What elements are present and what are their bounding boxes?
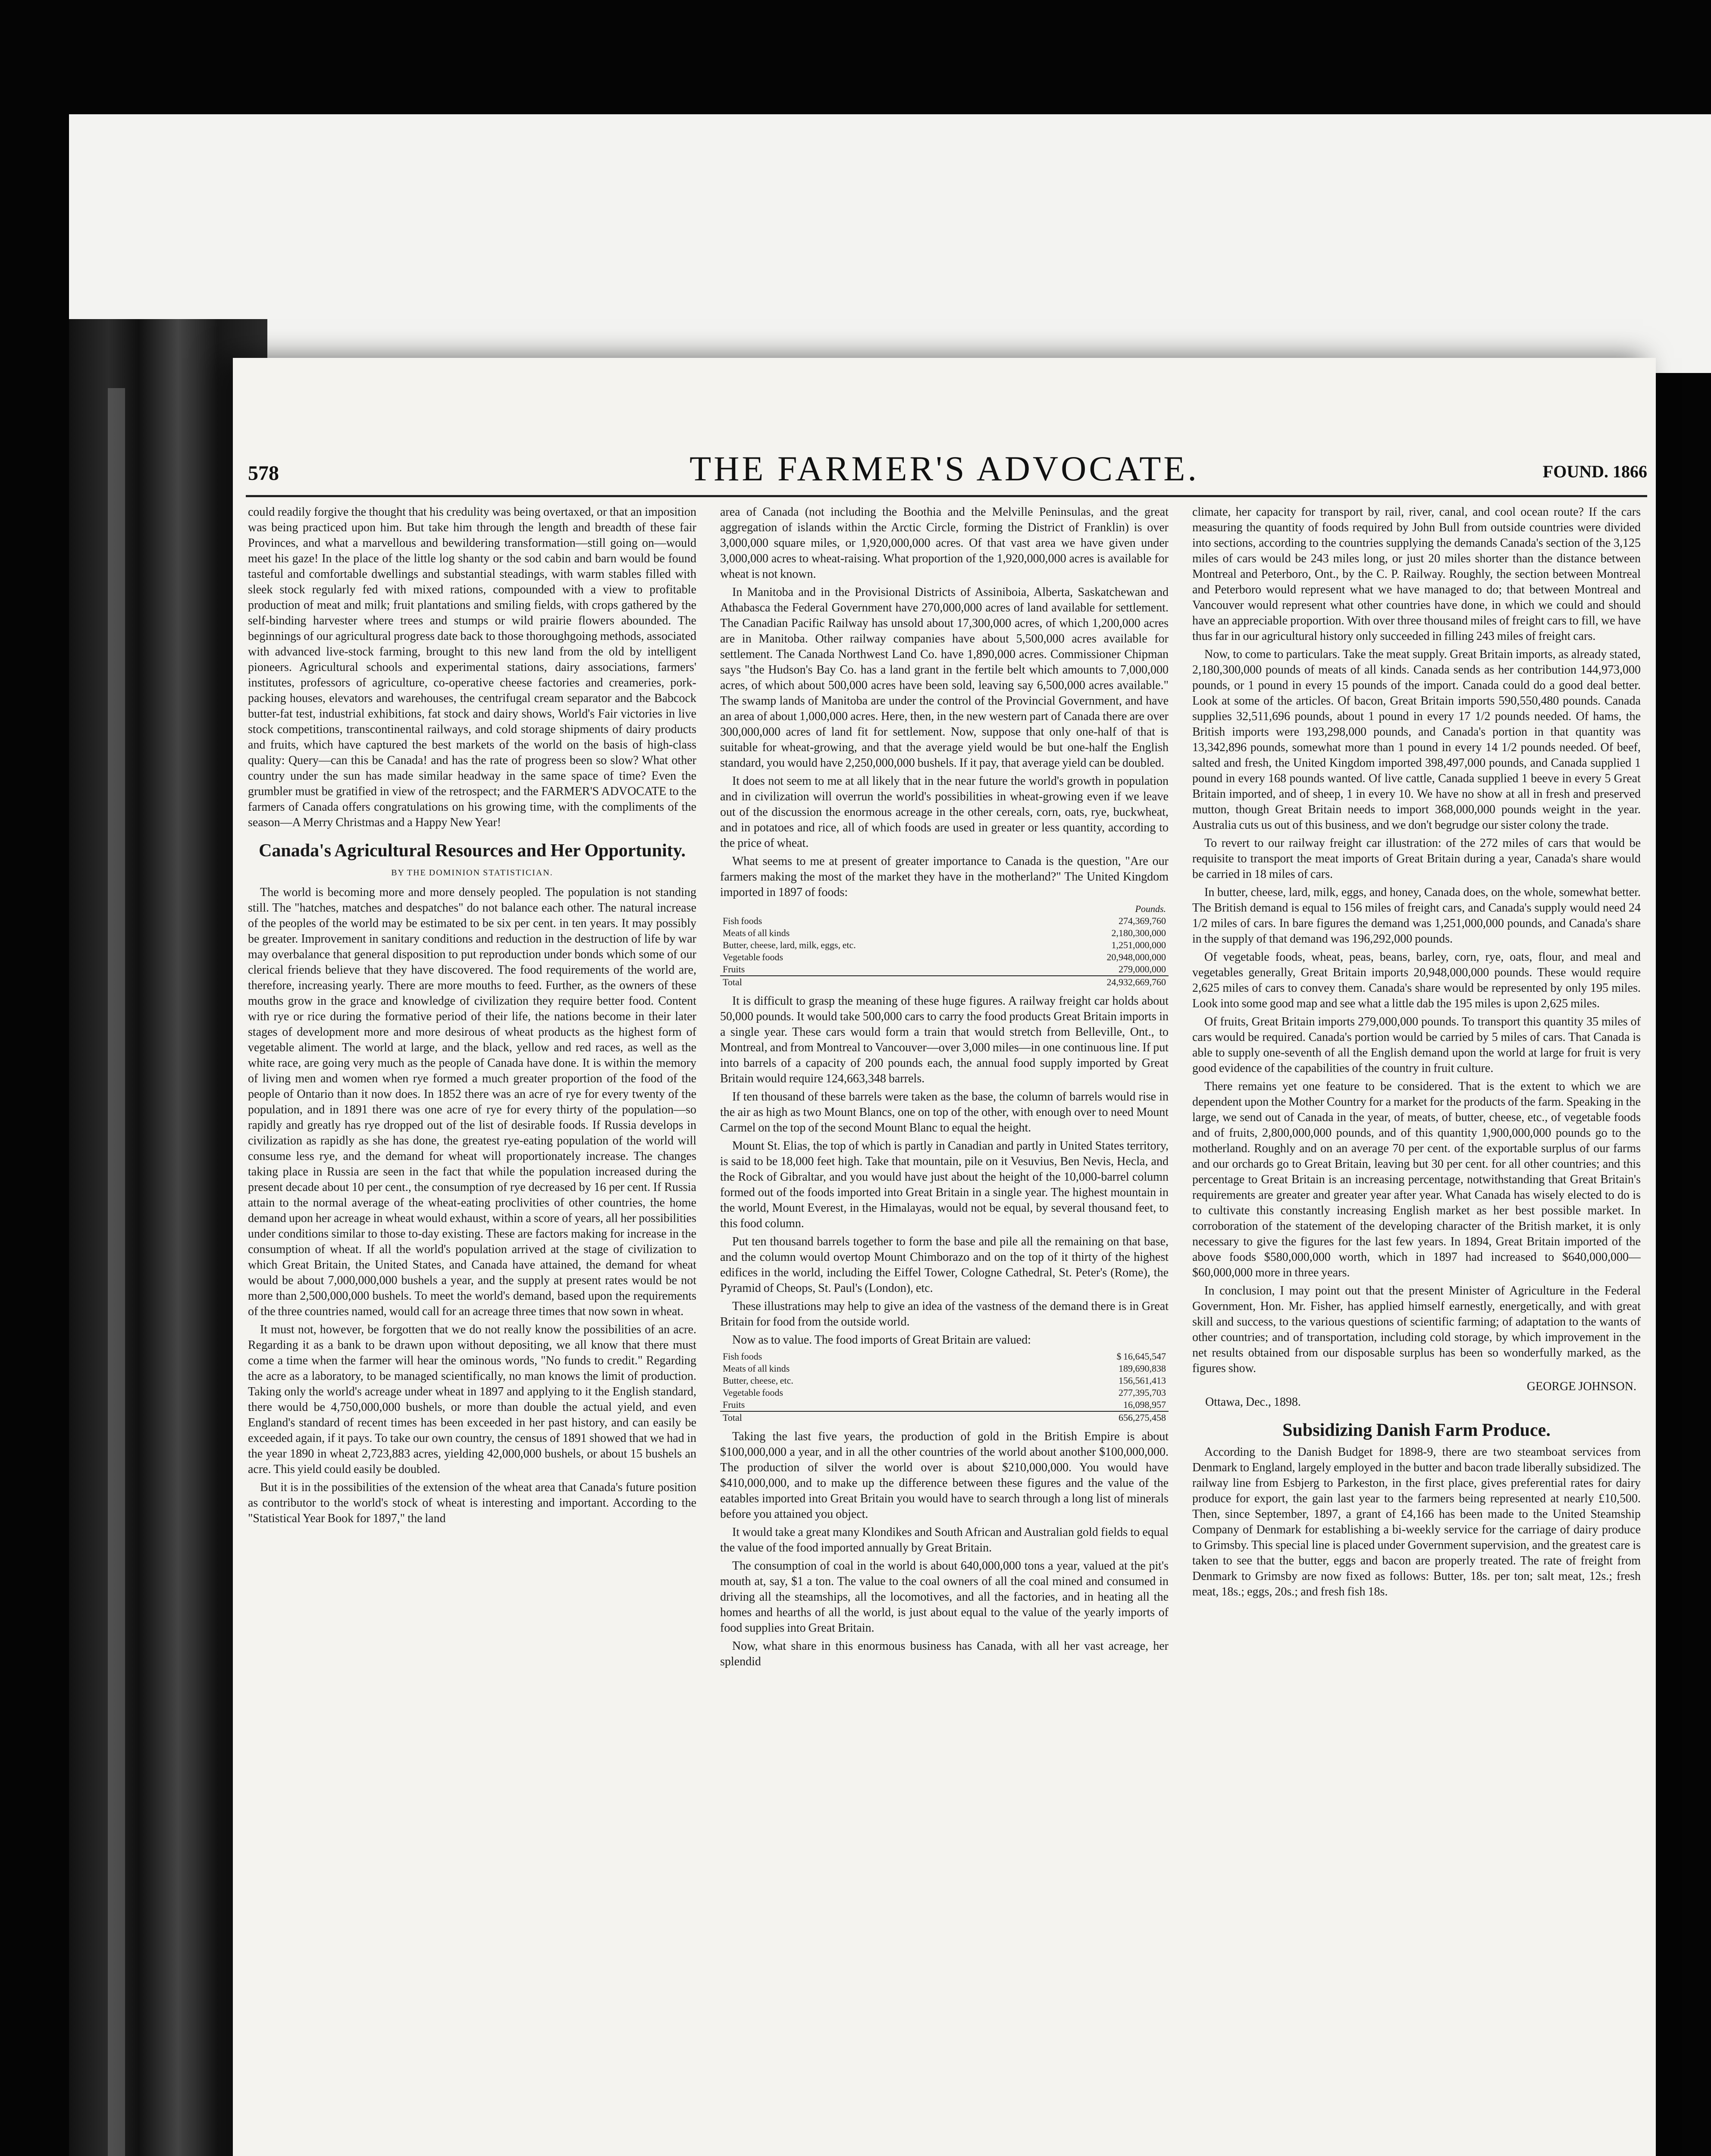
table-row: Vegetable foods 20,948,000,000 [723, 952, 1166, 962]
table-total-row: Total 24,932,669,760 [720, 976, 1169, 988]
paragraph: area of Canada (not including the Boothia and the Melville Peninsulas, and the great aggregation of islands within the Arctic Circle, forming the District of Franklin) is over 3,000,000 square miles, or 1,920,000,000 acres. Of that vast area we have given under 3,000,000 acres to wheat-raising. What proportion of the 1,920,000,000 acres is available for wheat is not known. [720, 505, 1169, 581]
table-unit: Pounds. [1135, 903, 1166, 914]
paragraph: climate, her capacity for transport by rail, river, canal, and cool ocean route? If the cars measuring the quantity of foods required by John Bull from outside countries were divided into sections, according to the countries supplying the demands Canada's section of the 3,125 miles of cars would be 243 miles long, or just 20 miles shorter than the distance between Montreal and Peterboro, Ont., by the C. P. Railway. Roughly, the section between Montreal and Peterboro would represent what we have managed to do; that between Montreal and Vancouver would represent what other countries have done, in which we could and should have an appreciable proportion. With over three thousand miles of freight cars to fill, we have thus far in our agricultural history only succeeded in filling 243 miles of freight cars. [1192, 505, 1641, 643]
author-signature: GEORGE JOHNSON. [1526, 1380, 1636, 1393]
imports-value-table [720, 1351, 1169, 1424]
header-rule [246, 495, 1647, 497]
page-number: 578 [248, 462, 279, 485]
paragraph: Mount St. Elias, the top of which is partly in Canadian and partly in United States territory, is said to be 18,000 feet high. Take that mountain, pile on it Vesuvius, Ben Nevis, Hecla, and the Rock of Gibraltar, and you would have just about the height of the 10,000-barrel column formed out of the foods imported into Great Britain in a single year. The highest mountain in the world, Mount Everest, in the Himalayas, would not be equal, by several thousand feet, to this food column. [720, 1139, 1169, 1230]
paragraph: It does not seem to me at all likely that in the near future the world's growth in population and in civilization will overrun the world's possibilities in wheat-growing even if we leave out of the discussion the enormous acreage in the other cereals, corn, oats, rye, buckwheat, and in potatoes and rice, all of which foods are used in greater or less quantity, according to the price of wheat. [720, 774, 1169, 850]
paragraph: The consumption of coal in the world is about 640,000,000 tons a year, valued at the pit's mouth at, say, $1 a ton. The value to the coal owners of all the coal mined and consumed in driving all the steamships, all the locomotives, and all the factories, and in heating all the homes and hearths of all the world, is just about equal to the value of the yearly imports of food supplies into Great Britain. [720, 1559, 1169, 1635]
spine-highlight [108, 388, 125, 2156]
scan-margin [69, 114, 1711, 373]
table-row: Vegetable foods 277,395,703 [723, 1387, 1166, 1398]
page-header [233, 448, 1656, 492]
table-row: Butter, cheese, etc. 156,561,413 [723, 1375, 1166, 1386]
paragraph: The world is becoming more and more densely peopled. The population is not standing still. The "hatches, matches and despatches" do not balance each other. The natural increase of the peoples of the world may be estimated to be six per cent. in ten years. It may possibly be greater. Improvement in sanitary conditions and reduction in the destruction of life by war may overbalance that general disposition to put reproduction under bonds which some of our clerical friends believe that they have discovered. The food requirements of the world are, therefore, increasing yearly. There are more mouths to feed. Further, as the owners of these mouths grow in the grace and knowledge of civilization they require better food. Content with rye or rice during the formative period of their life, the nations become in their later stages of development more and more desirous of wheat products as the highest form of vegetable aliment. The world at large, and the black, yellow and red races, as well as the white race, are going very much as the people of Canada have done. It is within the memory of living men and women when rye formed a much greater proportion of the food of the people of Ontario than it now does. In 1852 there was an acre of rye for every twenty of the population, and in 1891 there was one acre of rye for every thirty of the population—so rapidly and greatly has rye dropped out of the list of desirable foods. If Russia develops in civilization as rapidly as she has done, the greatest rye-eating population of the world will consume less rye, and the demand for wheat will proportionately increase. The changes taking place in Russia are seen in the fact that while the population increased during the present decade about 10 per cent., the consumption of rye decreased by 16 per cent. If Russia attain to the normal average of the wheat-eating proclivities of other countries, the home demand upon her acreage in wheat would exhaust, within a score of years, all her possibilities under conditions similar to those to-day existing. These are factors making for increase in the consumption of wheat. If all the world's population arrived at the stage of civilization to which Great Britain, the United States, and Canada have attained, the demand for wheat would be about 7,000,000,000 bushels a year, and the supply at present rates would be not more than 2,500,000,000 bushels. To meet the world's demand, based upon the requirements of the three countries named, would call for an acreage three times that now sown in wheat. [248, 886, 696, 1318]
table-row: Fish foods $ 16,645,547 [723, 1351, 1166, 1362]
founded-note: FOUND. 1866 [1542, 462, 1647, 481]
paragraph: There remains yet one feature to be considered. That is the extent to which we are dependent upon the Mother Country for a market for the products of the farm. Speaking in the large, we send out of Canada in the year, of meats, of butter, cheese, etc., of vegetable foods and of fruits, 2,800,000,000 pounds, and of this quantity 1,900,000,000 pounds go to the motherland. Roughly and on an average 70 per cent. of the exportable surplus of our farms and our orchards go to Great Britain, leaving but 30 per cent. for all other countries; and this percentage to Great Britain is an increasing percentage, notwithstanding that Great Britain's requirements are greater and greater year after year. What Canada has wisely elected to do is to cultivate this constantly increasing English market as her best possible market. In corroboration of the statement of the developing character of the British market, it is only necessary to give the figures for the last few years. In 1894, Great Britain imported of the above foods $580,000,000 worth, which in 1897 had increased to $640,000,000—$60,000,000 more in three years. [1192, 1080, 1641, 1279]
masthead: THE FARMER'S ADVOCATE. [689, 449, 1199, 488]
paragraph: These illustrations may help to give an idea of the vastness of the demand there is in Great Britain for food from the outside world. [720, 1300, 1169, 1329]
paragraph: But it is in the possibilities of the extension of the wheat area that Canada's future position as contributor to the world's stock of wheat is interesting and important. According to the "Statistical Year Book for 1897," the land [248, 1481, 696, 1525]
article-byline: BY THE DOMINION STATISTICIAN. [391, 868, 553, 877]
table-row: Butter, cheese, lard, milk, eggs, etc. 1,251,000,000 [723, 940, 1166, 950]
paragraph: It is difficult to grasp the meaning of these huge figures. A railway freight car holds about 50,000 pounds. It would take 500,000 cars to carry the food products Great Britain imports in a single year. These cars would form a train that would stretch from Belleville, Ont., to Montreal, and from Montreal to Vancouver—over 3,000 miles—in one continuous line. If put into barrels of a capacity of 200 pounds each, the annual food supply imported by Great Britain would require 124,663,348 barrels. [720, 994, 1169, 1085]
column-1 [248, 505, 696, 2156]
paragraph: Taking the last five years, the production of gold in the British Empire is about $100,000,000 a year, and in all the other countries of the world about another $100,000,000. The production of silver the world over is about $210,000,000. You would have $410,000,000, and to make up the difference between these figures and the value of the eatables imported into Great Britain you would have to search through a long list of minerals before you attained you object. [720, 1430, 1169, 1521]
paragraph: Now, to come to particulars. Take the meat supply. Great Britain imports, as already stated, 2,180,300,000 pounds of meats of all kinds. Canada sends as her contribution 144,973,000 pounds, or 1 pound in every 15 pounds of the import. Canada could do a good deal better. Look at some of the articles. Of bacon, Great Britain imports 590,550,480 pounds. Canada supplies 32,511,696 pounds, about 1 pound in every 17 1/2 pounds needed. Of hams, the British imports were 193,298,000 pounds, and Canada's portion in that quantity was 13,342,896 pounds, somewhat more than 1 pound in every 14 1/2 pounds needed. Of beef, salted and fresh, the United Kingdom imported 398,497,000 pounds, and Canada supplied 1 pound in every 168 pounds wanted. Of live cattle, Canada supplied 1 beeve in every 5 Great Britain imported, and of sheep, 1 in every 10. We have no show at all in fresh and preserved mutton, though Great Britain needs to import 368,000,000 pounds weight in the year. Australia cuts us out of this business, and we don't begrudge our sister colony the trade. [1192, 648, 1641, 832]
column-3 [1192, 505, 1641, 2156]
paragraph: Now, what share in this enormous business has Canada, with all her vast acreage, her splendid [720, 1639, 1169, 1668]
paragraph: Of vegetable foods, wheat, peas, beans, barley, corn, rye, oats, flour, and meal and vegetables generally, Great Britain imports 20,948,000,000 pounds. These would require 2,625 miles of cars to convey them. Canada's share would be represented by only 195 miles. Look into some good map and see what a little dab the 195 miles is upon 2,625 miles. [1192, 950, 1641, 1010]
paragraph: If ten thousand of these barrels were taken as the base, the column of barrels would rise in the air as high as two Mount Blancs, one on top of the other, with enough over to need Mount Carmel on the top of the second Mount Blanc to equal the height. [720, 1090, 1169, 1134]
paragraph: To revert to our railway freight car illustration: of the 272 miles of cars that would be requisite to transport the meat imports of Great Britain during a year, Canada's share would be carried in 18 miles of cars. [1192, 837, 1641, 881]
column-2 [720, 505, 1169, 2156]
imports-pounds-table [720, 903, 1169, 988]
paragraph: In butter, cheese, lard, milk, eggs, and honey, Canada does, on the whole, somewhat better. The British demand is equal to 156 miles of freight cars, and Canada's supply would need 24 1/2 miles of cars. In bare figures the demand was 1,251,000,000 pounds, and Canada's share in the supply of that demand was 196,292,000 pounds. [1192, 886, 1641, 946]
paragraph: According to the Danish Budget for 1898-9, there are two steamboat services from Denmark to England, largely employed in the butter and bacon trade liberally subsidized. The railway line from Esbjerg to Parkeston, in the first place, gives preferential rates for dairy produce for export, the gain last year to the farmers being represented at nearly £10,500. Then, since September, 1897, a grant of £4,166 has been made to the United Steamship Company of Denmark for establishing a bi-weekly service for the carriage of dairy produce to Grimsby. This special line is placed under Government supervision, and the greatest care is taken to see that the butter, eggs and bacon are properly treated. The rate of freight from Denmark to Grimsby are now fixed as follows: Butter, 18s. per ton; salt meat, 12s.; fresh meat, 18s.; eggs, 20s.; and fresh fish 18s. [1192, 1445, 1641, 1598]
table-row: Meats of all kinds 2,180,300,000 [723, 928, 1166, 938]
table-row: Fish foods 274,369,760 [723, 915, 1166, 926]
table-row: Fruits 16,098,957 [723, 1399, 1166, 1410]
paragraph: What seems to me at present of greater importance to Canada is the question, "Are our farmers making the most of the market they have in the motherland?" The United Kingdom imported in 1897 of foods: [720, 855, 1169, 899]
paragraph: Of fruits, Great Britain imports 279,000,000 pounds. To transport this quantity 35 miles of cars would be required. Canada's portion would be carried by 5 miles of cars. That Canada is able to supply one-seventh of all the English demand upon the world at large for fruit is very good evidence of the capabilities of the country in fruit culture. [1192, 1015, 1641, 1075]
dateline: Ottawa, Dec., 1898. [1205, 1395, 1301, 1409]
newspaper-page [233, 358, 1656, 2156]
table-total-row: Total 656,275,458 [720, 1411, 1169, 1424]
paragraph: It must not, however, be forgotten that we do not really know the possibilities of an acre. Regarding it as a bank to be drawn upon without depositing, we all know that there must come a time when the farmer will hear the ominous words, "No funds to credit." Regarding the acre as a laboratory, to be managed scientifically, no man knows the limit of production. Taking only the world's acreage under wheat in 1897 and applying to it the English standard, there would be 4,750,000,000 bushels, or more than double the actual yield, and even England's standard of recent times has been exceeded in her past history, and can easily be exceeded again, if it pays. To take our own country, the census of 1891 showed that we had in the year 1890 in wheat 2,723,883 acres, yielding 42,000,000 bushels, or about 15 bushels an acre. This yield could easily be doubled. [248, 1323, 696, 1476]
paragraph: Put ten thousand barrels together to form the base and pile all the remaining on that base, and the column would overtop Mount Chimborazo and on the top of it thirty of the highest edifices in the world, including the Eiffel Tower, Cologne Cathedral, St. Peter's (Rome), the Pyramid of Cheops, St. Paul's (London), etc. [720, 1235, 1169, 1295]
paragraph: In conclusion, I may point out that the present Minister of Agriculture in the Federal Government, Hon. Mr. Fisher, has applied himself earnestly, energetically, and with great skill and success, to the various questions of scientific farming; of adaptation to the wants of other countries; and of transportation, including cold storage, by which improvement in the net results obtained from our disposable surplus has been so wonderfully marked, as the figures show. [1192, 1284, 1641, 1375]
paragraph: It would take a great many Klondikes and South African and Australian gold fields to equal the value of the food imported annually by Great Britain. [720, 1526, 1169, 1554]
table-row: Meats of all kinds 189,690,838 [723, 1363, 1166, 1374]
table-row: Fruits 279,000,000 [723, 964, 1166, 975]
article-heading-2: Subsidizing Danish Farm Produce. [1282, 1420, 1551, 1440]
article-heading: Canada's Agricultural Resources and Her Opportunity. [259, 841, 686, 861]
intro-paragraph: could readily forgive the thought that his credulity was being overtaxed, or that an imposition was being practiced upon him. But take him through the length and breadth of these fair Provinces, and what a marvellous and bewildering transformation—still going on—would meet his gaze! In the place of the little log shanty or the sod cabin and barn would be found tasteful and comfortable dwellings and substantial steadings, with warm stables filled with sleek stock regularly fed with mixed rations, compounded with a view to profitable production of meat and milk; fruit plantations and smiling fields, with crops gathered by the self-binding harvester where trees and stumps or wild prairie flowers abounded. The beginnings of our agricultural progress date back to those thoroughgoing methods, associated with advanced live-stock farming, brought to this new land from the old by intelligent pioneers. Agricultural schools and experimental stations, dairy associations, farmers' institutes, professors of agriculture, co-operative cheese factories and creameries, pork-packing houses, elevators and warehouses, the centrifugal cream separator and the Babcock butter-fat test, industrial exhibitions, fat stock and dairy shows, World's Fair victories in live stock competitions, transcontinental railways, and cold storage shipments of dairy products and fruits, which have captured the best markets of the world on the basis of high-class quality: Query—can this be Canada! and has the rate of progress been so slow? What other country under the sun has made similar headway in the same space of time? Even the grumbler must be gratified in view of the retrospect; and the FARMER'S ADVOCATE to the farmers of Canada offers congratulations on his growing time, with the compliments of the season—A Merry Christmas and a Happy New Year! [248, 505, 696, 829]
paragraph: Now as to value. The food imports of Great Britain are valued: [732, 1333, 1031, 1347]
paragraph: In Manitoba and in the Provisional Districts of Assiniboia, Alberta, Saskatchewan and Athabasca the Federal Government have 270,000,000 acres of land available for settlement. The Canadian Pacific Railway has unsold about 17,300,000 acres, of which 1,200,000 acres are in Manitoba. Other railway companies have about 5,500,000 acres available for settlement. The Canada Northwest Land Co. have 1,890,000 acres. Commissioner Chipman says "the Hudson's Bay Co. has a land grant in the fertile belt which amounts to 7,000,000 acres, of which about 500,000 acres have been sold, leaving say 6,500,000 acres available." The swamp lands of Manitoba are under the control of the Provincial Government, and have an area of about 1,000,000 acres. Here, then, in the new western part of Canada there are over 300,000,000 acres of land fit for settlement. Now, suppose that only one-half of that is suitable for wheat-growing, and that the average yield would be but one-half the English standard, you would have 2,250,000,000 bushels. If it pay, that average yield can be doubled. [720, 586, 1169, 770]
